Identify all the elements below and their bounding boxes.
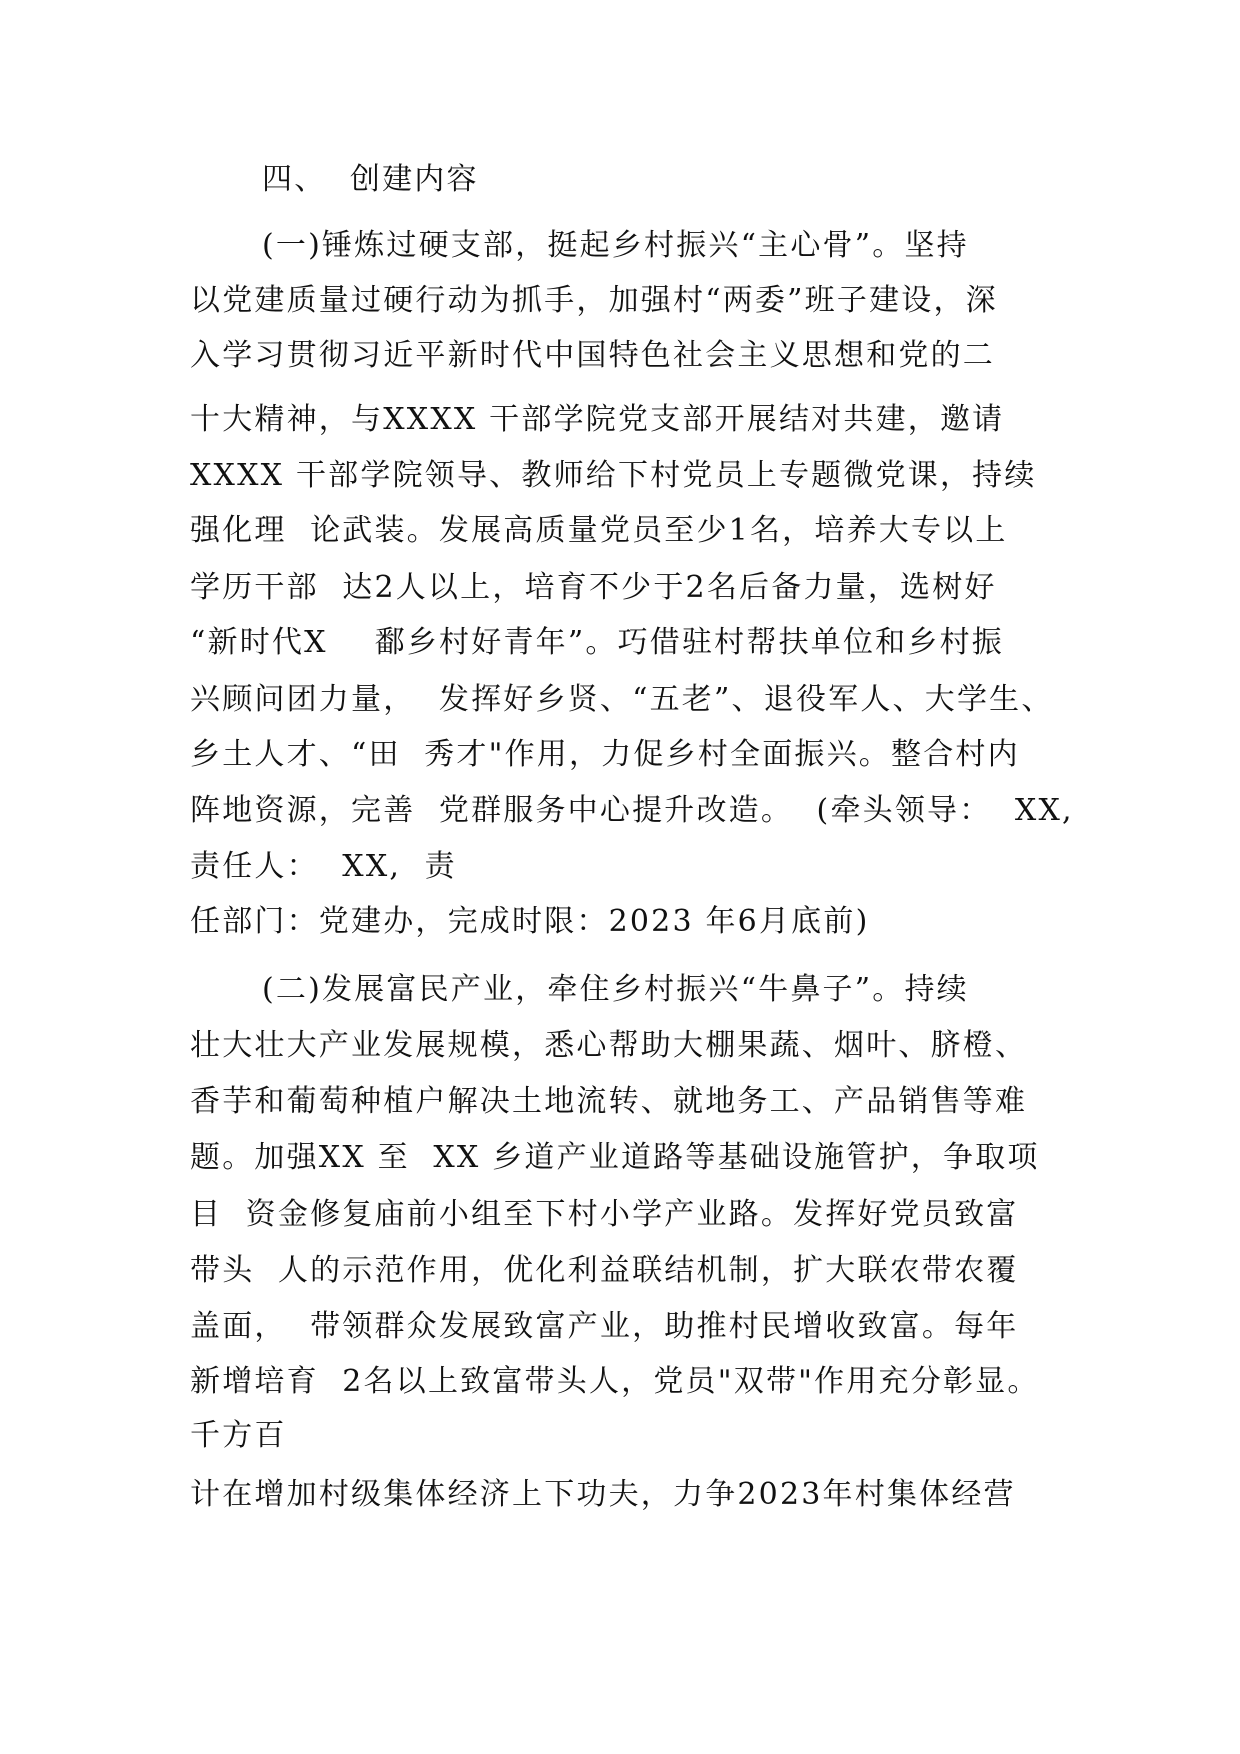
paragraph-line: 盖面， 带领群众发展致富产业，助推村民增收致富。每年 <box>190 1309 1019 1344</box>
paragraph-line: 责任人： XX, 责 <box>190 849 457 884</box>
paragraph-line: 带头 人的示范作用，优化利益联结机制，扩大联农带农覆 <box>190 1253 1019 1288</box>
paragraph-line: 香芋和葡萄种植户解决土地流转、就地务工、产品销售等难 <box>190 1084 1028 1119</box>
paragraph-line: 新增培育 2名以上致富带头人，党员"双带"作用充分彰显。 <box>190 1364 1040 1399</box>
paragraph-line: 阵地资源，完善 党群服务中心提升改造。 (牵头领导： XX, <box>190 793 1074 828</box>
paragraph-line: 乡土人才、“田 秀才"作用，力促乡村全面振兴。整合村内 <box>190 737 1020 772</box>
paragraph-line: “新时代X 鄱乡村好青年”。巧借驻村帮扶单位和乡村振 <box>190 625 1004 660</box>
paragraph-line: 计在增加村级集体经济上下功夫，力争2023年村集体经营 <box>190 1477 1016 1512</box>
paragraph-line: 千方百 <box>190 1418 287 1453</box>
paragraph-line: 十大精神，与XXXX 干部学院党支部开展结对共建，邀请 <box>190 402 1005 437</box>
paragraph-line: 壮大壮大产业发展规模，悉心帮助大棚果蔬、烟叶、脐橙、 <box>190 1028 1028 1063</box>
paragraph-line: 题。加强XX 至 XX 乡道产业道路等基础设施管护，争取项 <box>190 1140 1040 1175</box>
paragraph-line: 目 资金修复庙前小组至下村小学产业路。发挥好党员致富 <box>190 1197 1019 1232</box>
paragraph-line: 强化理 论武装。发展高质量党员至少1名，培养大专以上 <box>190 513 1008 548</box>
paragraph-line: (一)锤炼过硬支部，挺起乡村振兴“主心骨”。坚持 <box>262 228 969 263</box>
paragraph-line: 兴顾问团力量， 发挥好乡贤、“五老”、退役军人、大学生、 <box>190 682 1054 717</box>
paragraph-line: 以党建质量过硬行动为抓手，加强村“两委”班子建设，深 <box>190 283 998 318</box>
paragraph-line: 入学习贯彻习近平新时代中国特色社会主义思想和党的二 <box>190 338 995 373</box>
paragraph-line: XXXX 干部学院领导、教师给下村党员上专题微党课，持续 <box>190 458 1037 493</box>
paragraph-line: 学历干部 达2人以上，培育不少于2名后备力量，选树好 <box>190 570 997 605</box>
paragraph-line: 任部门：党建办，完成时限：2023 年6月底前) <box>190 904 870 939</box>
section-heading: 四、 创建内容 <box>262 162 479 197</box>
paragraph-line: (二)发展富民产业，牵住乡村振兴“牛鼻子”。持续 <box>262 972 969 1007</box>
